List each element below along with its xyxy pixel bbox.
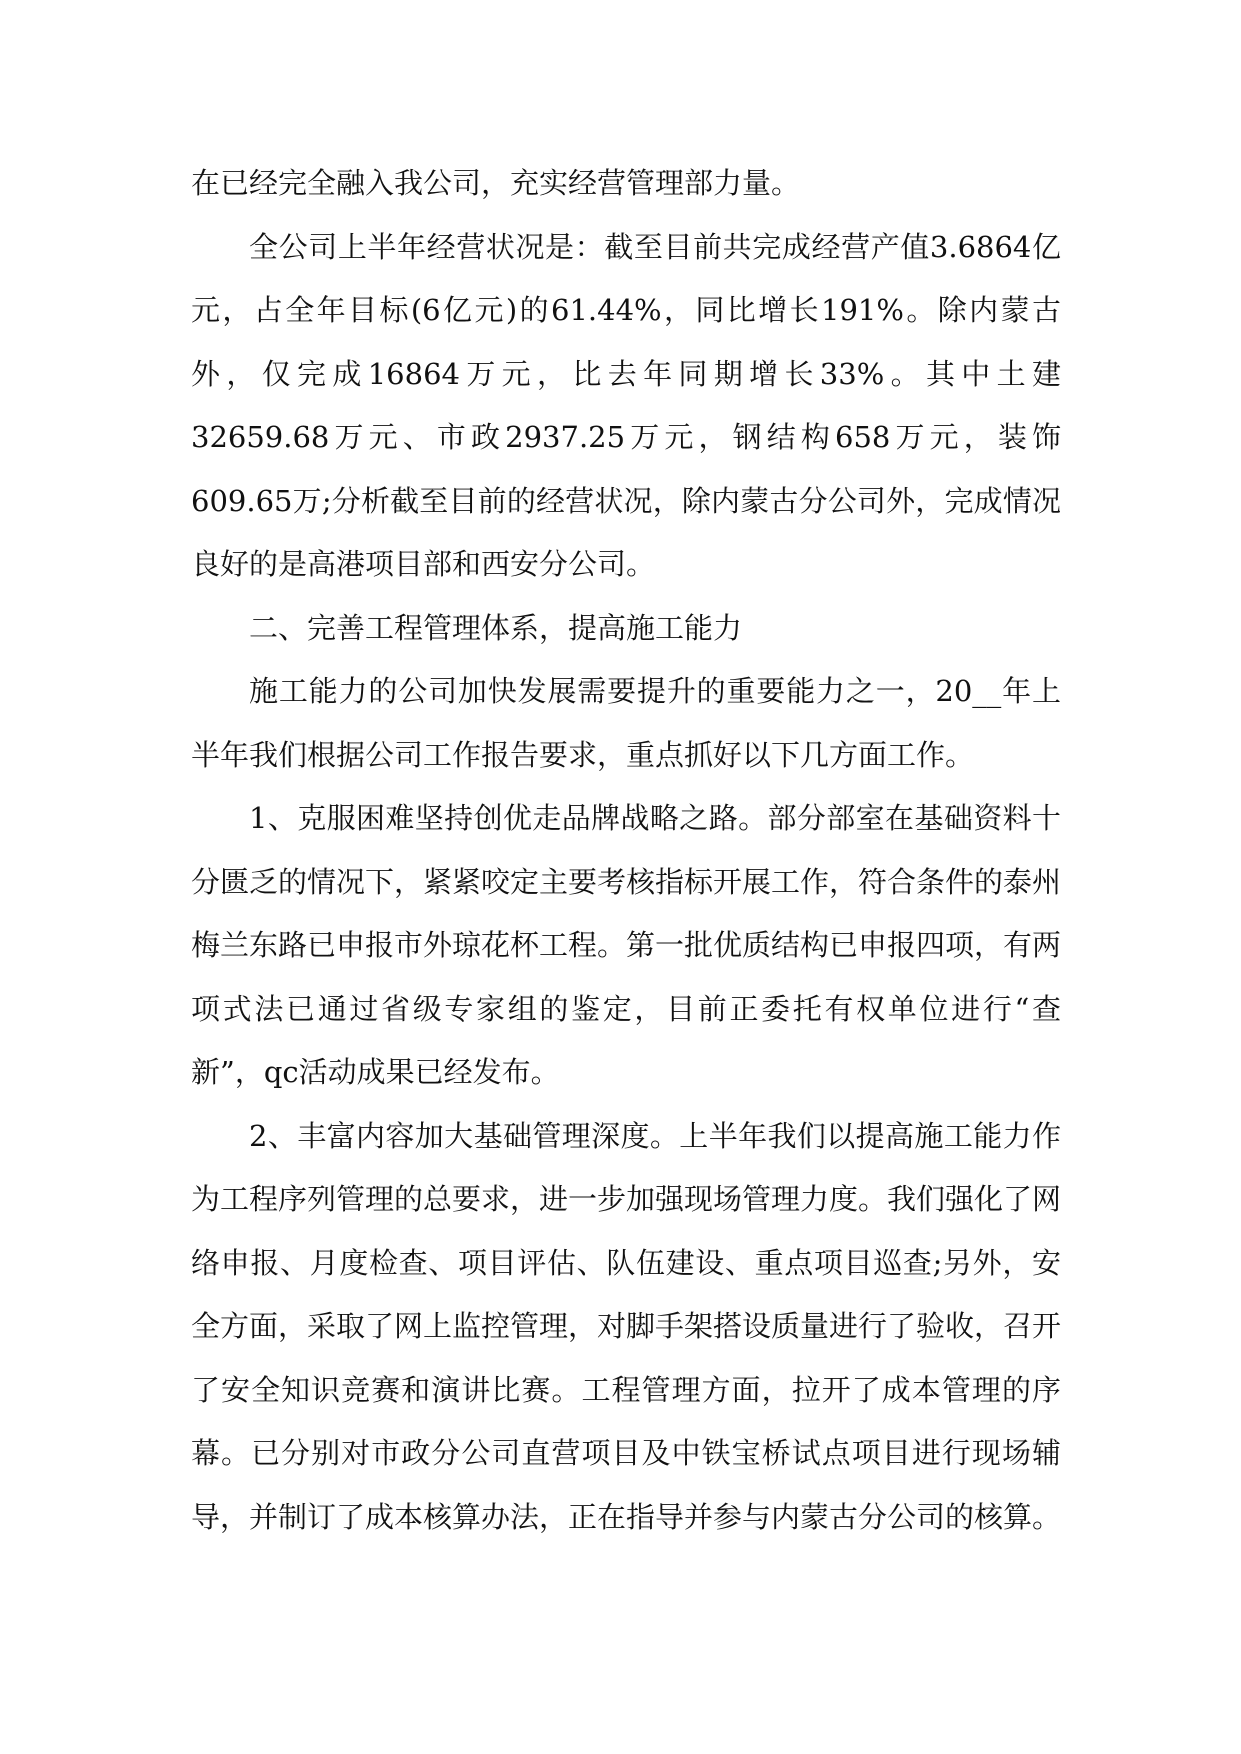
paragraph-continuation: 在已经完全融入我公司，充实经营管理部力量。 <box>191 166 801 200</box>
paragraph-item-1-brand-strategy: 1、克服困难坚持创优走品牌战略之路。部分部室在基础资料十分匮乏的情况下，紧紧咬定主要考核指标开展工作，符合条件的泰州梅兰东路已申报市外琼花杯工程。第一批优质结构已申报四项，有两项式法已通过省级专家组的鉴定，目前正委托有权单位进行“查新”，qc活动成果已经发布。 <box>191 801 1062 1089</box>
paragraph-construction-capability: 施工能力的公司加快发展需要提升的重要能力之一，20__年上半年我们根据公司工作报告要求，重点抓好以下几方面工作。 <box>191 674 1061 772</box>
paragraph-business-status: 全公司上半年经营状况是：截至目前共完成经营产值3.6864亿元，占全年目标(6亿元)的61.44%，同比增长191%。除内蒙古外，仅完成16864万元，比去年同期增长33%。其中土建32659.68万元、市政2937.25万元，钢结构658万元，装饰609.65万;分析截至目前的经营状况，除内蒙古分公司外，完成情况良好的是高港项目部和西安分公司。 <box>191 229 1061 581</box>
paragraph-item-2-basic-management: 2、丰富内容加大基础管理深度。上半年我们以提高施工能力作为工程序列管理的总要求，进一步加强现场管理力度。我们强化了网络申报、月度检查、项目评估、队伍建设、重点项目巡查;另外，安全方面，采取了网上监控管理，对脚手架搭设质量进行了验收，召开了安全知识竞赛和演讲比赛。工程管理方面，拉开了成本管理的序幕。已分别对市政分公司直营项目及中铁宝桥试点项目进行现场辅导，并制订了成本核算办法，正在指导并参与内蒙古分公司的核算。 <box>191 1118 1062 1534</box>
section-heading-engineering-management: 二、完善工程管理体系，提高施工能力 <box>249 610 743 645</box>
document-body <box>191 152 1061 1549</box>
